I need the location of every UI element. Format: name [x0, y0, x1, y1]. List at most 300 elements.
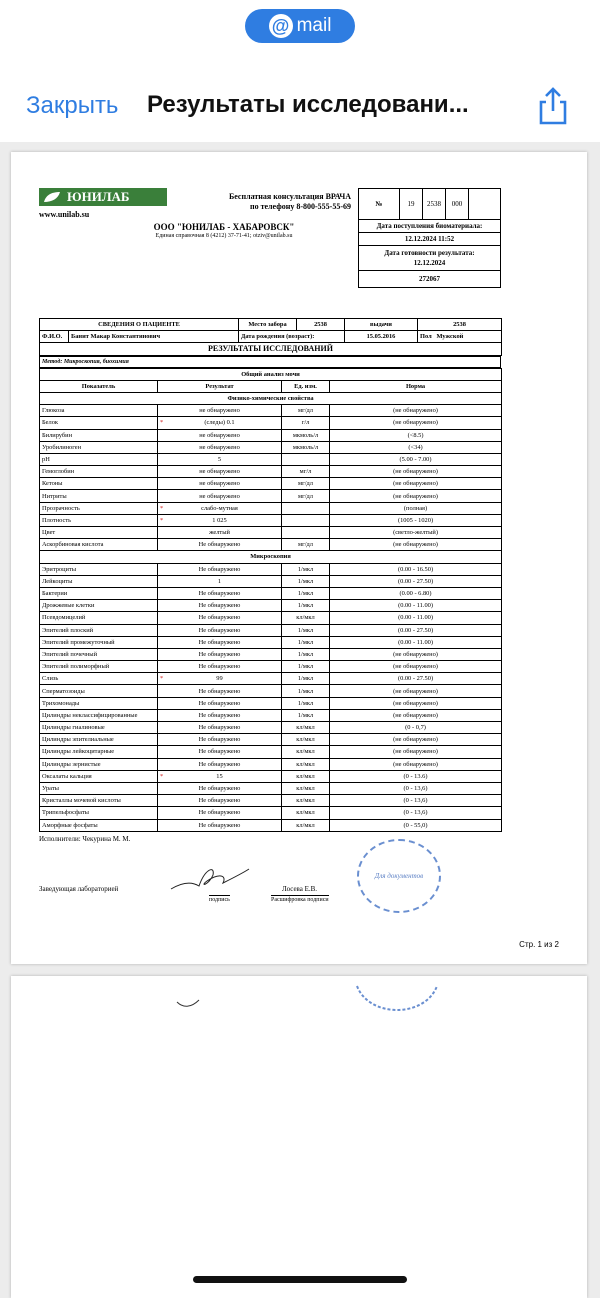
stamp-fragment	[355, 984, 439, 1018]
norm-value	[330, 490, 502, 502]
indicator-name	[40, 709, 158, 721]
result-value	[158, 661, 282, 673]
result-value	[158, 490, 282, 502]
indicator-name	[40, 782, 158, 794]
result-row	[40, 502, 502, 514]
home-indicator[interactable]	[193, 1276, 407, 1283]
norm-value-text: (0.00 - 11.00)	[398, 614, 433, 622]
unit-value-text: кл/мкл	[296, 760, 315, 768]
norm-value-text: (0.00 - 27.50)	[397, 577, 434, 585]
ready-value: 12.12.2024	[413, 259, 446, 267]
unit-value	[282, 722, 330, 734]
result-row	[40, 734, 502, 746]
unit-value	[282, 819, 330, 831]
unit-value-text: кл/мкл	[296, 748, 315, 756]
result-value-text: Не обнаружено	[198, 724, 241, 732]
unit-value-text: кл/мкл	[296, 821, 315, 829]
indicator-name-text: Глюкоза	[42, 407, 65, 415]
issue-value: 2538	[418, 319, 502, 331]
patient-header: СВЕДЕНИЯ О ПАЦИЕНТЕ	[40, 319, 239, 331]
result-value	[158, 746, 282, 758]
received-label: Дата поступления биоматериала:	[358, 219, 501, 233]
result-row	[40, 758, 502, 770]
result-value	[158, 612, 282, 624]
result-value	[158, 466, 282, 478]
indicator-name-text: Трипельфосфаты	[42, 809, 89, 817]
stamp-text: Для документов	[374, 871, 424, 880]
indicator-name	[40, 563, 158, 575]
lab-report	[39, 188, 501, 943]
result-row	[40, 417, 502, 429]
dob-label: Дата рождения (возраст):	[239, 331, 345, 343]
col-indicator: Показатель	[40, 380, 158, 392]
norm-value	[330, 429, 502, 441]
unit-value-text: 1/мкл	[297, 650, 314, 658]
result-value-text: не обнаружено	[199, 443, 240, 451]
result-value	[158, 782, 282, 794]
indicator-name-text: Прозрачность	[42, 504, 80, 512]
result-value	[158, 478, 282, 490]
result-row	[40, 478, 502, 490]
indicator-name	[40, 758, 158, 770]
result-value-text: Не обнаружено	[198, 638, 241, 646]
result-row	[40, 782, 502, 794]
indicator-name-text: Билирубин	[42, 431, 73, 439]
unit-value-text: 1/мкл	[297, 602, 314, 610]
indicator-name	[40, 673, 158, 685]
indicator-name	[40, 502, 158, 514]
share-icon[interactable]	[536, 86, 570, 126]
unit-value	[282, 758, 330, 770]
result-value	[158, 429, 282, 441]
result-value-text: желтый	[209, 529, 230, 537]
result-row	[40, 600, 502, 612]
result-value-text: Не обнаружено	[198, 626, 241, 634]
performers: Исполнители: Чекурина М. М.	[39, 834, 131, 843]
result-value-text: Не обнаружено	[198, 614, 241, 622]
unit-value-text: кл/мкл	[296, 785, 315, 793]
result-value-text: Не обнаружено	[198, 602, 241, 610]
unit-value	[282, 661, 330, 673]
unit-value	[282, 795, 330, 807]
norm-value-text: (не обнаружено)	[393, 492, 438, 500]
indicator-name	[40, 478, 158, 490]
indicator-name	[40, 795, 158, 807]
indicator-name-text: Эпителий полиморфный	[42, 663, 110, 671]
norm-value-text: (не обнаружено)	[393, 699, 438, 707]
norm-value-text: (не обнаружено)	[393, 650, 438, 658]
consult-line-1: Бесплатная консультация ВРАЧА	[228, 192, 351, 201]
norm-value-text: (полная)	[403, 504, 428, 512]
norm-value	[330, 478, 502, 490]
ready-block	[358, 246, 501, 271]
unit-value-text: кл/мкл	[296, 724, 315, 732]
indicator-name-text: Аморфные фосфаты	[42, 821, 98, 829]
result-value	[158, 624, 282, 636]
indicator-name-text: Лейкоциты	[42, 577, 73, 585]
result-value-text: не обнаружено	[199, 407, 240, 415]
consult-info	[201, 192, 351, 212]
norm-value	[330, 575, 502, 587]
result-value-text: не обнаружено	[199, 468, 240, 476]
norm-value	[330, 624, 502, 636]
indicator-name-text: Эпителий промежуточный	[42, 638, 115, 646]
indicator-name	[40, 746, 158, 758]
unit-value	[282, 673, 330, 685]
col-unit: Ед. изм.	[282, 380, 330, 392]
unit-value	[282, 770, 330, 782]
unit-value-text: мг/дл	[298, 480, 313, 488]
unit-value-text: г/л	[301, 419, 310, 427]
indicator-name-text: Цилиндры лейкоцитарные	[42, 748, 115, 756]
num-part-3: 000	[445, 189, 468, 219]
result-row	[40, 514, 502, 526]
result-row	[40, 722, 502, 734]
indicator-name	[40, 734, 158, 746]
result-value	[158, 697, 282, 709]
page-number: Стр. 1 из 2	[519, 940, 559, 949]
result-row	[40, 405, 502, 417]
unit-value-text: 1/мкл	[297, 577, 314, 585]
indicator-name	[40, 697, 158, 709]
indicator-name-text: Бактерии	[42, 590, 68, 598]
result-value-text: Не обнаружено	[198, 590, 241, 598]
result-value-text: слабо-мутная	[201, 504, 238, 512]
result-value-text: Не обнаружено	[198, 699, 241, 707]
result-value	[158, 819, 282, 831]
col-norm: Норма	[330, 380, 502, 392]
indicator-name-text: Дрожжевые клетки	[42, 602, 95, 610]
norm-value	[330, 527, 502, 539]
result-value-text: Не обнаружено	[198, 565, 241, 573]
norm-value-text: (не обнаружено)	[393, 736, 438, 744]
indicator-name	[40, 770, 158, 782]
indicator-name-text: Оксалаты кальция	[42, 772, 92, 780]
signature-caption: подпись	[209, 896, 230, 903]
unit-value	[282, 807, 330, 819]
ready-label: Дата готовности результата:	[384, 249, 475, 257]
result-value	[158, 575, 282, 587]
result-value	[158, 587, 282, 599]
indicator-name-text: Уробилиноген	[42, 443, 82, 451]
result-row	[40, 490, 502, 502]
unit-value	[282, 539, 330, 551]
result-value	[158, 527, 282, 539]
result-row	[40, 453, 502, 465]
indicator-name	[40, 405, 158, 417]
received-value: 12.12.2024 11:52	[358, 233, 501, 246]
norm-value-text: (1005 - 1020)	[397, 516, 434, 524]
unit-value-text: мг/дл	[298, 541, 313, 549]
result-value-text: не обнаружено	[199, 480, 240, 488]
result-value-text: Не обнаружено	[198, 663, 241, 671]
norm-value	[330, 563, 502, 575]
result-value	[158, 673, 282, 685]
unit-value-text: кл/мкл	[296, 797, 315, 805]
unit-value-text: мкмоль/л	[292, 431, 319, 439]
indicator-name	[40, 453, 158, 465]
indicator-name-text: Цилиндры гиалиновые	[42, 724, 105, 732]
norm-value-text: (0.00 - 11.00)	[398, 638, 433, 646]
result-row	[40, 673, 502, 685]
norm-value-text: (не обнаружено)	[393, 760, 438, 768]
indicator-name-text: Ураты	[42, 785, 59, 793]
abnormal-flag: *	[160, 419, 164, 427]
result-row	[40, 709, 502, 721]
consult-line-2: по телефону 8-800-555-55-69	[249, 202, 351, 211]
pdf-page-2	[11, 976, 587, 1298]
result-value-text: 1	[217, 577, 222, 585]
norm-value-text: (0.00 - 27.50)	[397, 675, 434, 683]
indicator-name	[40, 539, 158, 551]
unit-value	[282, 527, 330, 539]
norm-value	[330, 441, 502, 453]
leaf-icon	[43, 191, 61, 203]
result-row	[40, 795, 502, 807]
unit-value	[282, 405, 330, 417]
company-name: ООО "ЮНИЛАБ - ХАБАРОВСК"	[153, 222, 295, 232]
result-row	[40, 429, 502, 441]
unit-value	[282, 563, 330, 575]
norm-value	[330, 502, 502, 514]
unit-value-text: 1/мкл	[297, 711, 314, 719]
indicator-name-text: Сперматозоиды	[42, 687, 85, 695]
result-value-text: Не обнаружено	[198, 748, 241, 756]
signature-block	[39, 843, 501, 943]
indicator-name-text: Эритроциты	[42, 565, 77, 573]
unit-value	[282, 466, 330, 478]
order-box	[358, 188, 501, 288]
section-physchem: Физико-химические свойства	[40, 392, 502, 404]
norm-value	[330, 661, 502, 673]
indicator-name	[40, 417, 158, 429]
indicator-name	[40, 624, 158, 636]
result-value-text: Не обнаружено	[198, 687, 241, 695]
indicator-name	[40, 722, 158, 734]
helpline: Единая справочная 8 (4212) 37-71-41; otziv@unilab.su	[155, 233, 293, 239]
analysis-title: Общий анализ мочи	[40, 368, 502, 380]
norm-value-text: (светло-желтый)	[393, 529, 438, 537]
result-row	[40, 661, 502, 673]
norm-value-text: (0 - 13.6)	[403, 772, 428, 780]
indicator-name-text: Трихомонады	[42, 699, 80, 707]
result-value-text: Не обнаружено	[198, 650, 241, 658]
norm-value-text: (0.00 - 11.00)	[398, 602, 433, 610]
issue-label: выдачи	[345, 319, 418, 331]
result-value	[158, 502, 282, 514]
unit-value-text: 1/мкл	[297, 687, 314, 695]
stamp	[357, 839, 441, 913]
document-title: Результаты исследовани...	[147, 91, 469, 118]
result-row	[40, 563, 502, 575]
result-row	[40, 624, 502, 636]
norm-value	[330, 453, 502, 465]
norm-value	[330, 612, 502, 624]
unit-value-text: мкмоль/л	[292, 443, 319, 451]
result-value-text: Не обнаружено	[198, 736, 241, 744]
signature-image	[169, 861, 251, 895]
unit-value	[282, 478, 330, 490]
unit-value-text: 1/мкл	[297, 638, 314, 646]
norm-value	[330, 782, 502, 794]
indicator-name-text: Эпителий плоский	[42, 626, 94, 634]
result-value	[158, 648, 282, 660]
norm-value	[330, 709, 502, 721]
indicator-name	[40, 429, 158, 441]
result-row	[40, 819, 502, 831]
pdf-viewer[interactable]	[0, 142, 600, 1298]
order-number-row	[358, 188, 501, 219]
indicator-name-text: Цилиндры зернистые	[42, 760, 101, 768]
result-value-text: Не обнаружено	[198, 711, 241, 719]
norm-value-text: (0 - 13,6)	[403, 809, 428, 817]
result-row	[40, 697, 502, 709]
indicator-name	[40, 685, 158, 697]
abnormal-flag: *	[160, 675, 164, 683]
unit-value-text: кл/мкл	[296, 736, 315, 744]
indicator-name-text: Эпителий почечный	[42, 650, 98, 658]
indicator-name-text: pH	[42, 455, 50, 463]
norm-value-text: (0 - 13,6)	[403, 785, 428, 793]
result-value	[158, 417, 282, 429]
indicator-name-text: Гемоглобин	[42, 468, 75, 476]
norm-value	[330, 417, 502, 429]
result-row	[40, 466, 502, 478]
unit-value-text: 1/мкл	[297, 565, 314, 573]
result-value	[158, 709, 282, 721]
result-value	[158, 722, 282, 734]
unit-value-text: мг/л	[299, 468, 312, 476]
norm-value-text: (5.00 - 7.00)	[399, 455, 432, 463]
result-row	[40, 587, 502, 599]
abnormal-flag: *	[160, 504, 164, 512]
place-value: 2538	[297, 319, 345, 331]
norm-value-text: (<34)	[408, 443, 423, 451]
norm-value	[330, 673, 502, 685]
indicator-name	[40, 636, 158, 648]
norm-value	[330, 722, 502, 734]
indicator-name	[40, 514, 158, 526]
indicator-name	[40, 575, 158, 587]
unit-value-text: 1/мкл	[297, 590, 314, 598]
result-value	[158, 453, 282, 465]
norm-value	[330, 795, 502, 807]
indicator-name	[40, 648, 158, 660]
at-icon: @	[269, 14, 293, 38]
unit-value-text: кл/мкл	[296, 614, 315, 622]
unit-value-text: мг/дл	[298, 407, 313, 415]
unit-value-text: 1/мкл	[297, 663, 314, 671]
indicator-name	[40, 612, 158, 624]
norm-value-text: (0 - 55,0)	[403, 821, 428, 829]
result-value-text: Не обнаружено	[198, 541, 241, 549]
unit-value	[282, 417, 330, 429]
norm-value	[330, 819, 502, 831]
unit-value	[282, 587, 330, 599]
norm-value-text: (не обнаружено)	[393, 407, 438, 415]
result-row	[40, 636, 502, 648]
abnormal-flag: *	[160, 516, 164, 524]
unit-value-text: мг/дл	[298, 492, 313, 500]
result-row	[40, 612, 502, 624]
norm-value	[330, 697, 502, 709]
norm-value	[330, 405, 502, 417]
result-value	[158, 685, 282, 697]
norm-value	[330, 758, 502, 770]
unit-value-text: кл/мкл	[296, 809, 315, 817]
signature-fragment	[175, 998, 201, 1010]
unit-value-text: 1/мкл	[297, 675, 314, 683]
result-row	[40, 527, 502, 539]
mail-app-pill[interactable]	[245, 9, 355, 43]
unit-value	[282, 600, 330, 612]
norm-value	[330, 770, 502, 782]
norm-value-text: (0 - 13,6)	[403, 797, 428, 805]
patient-table	[39, 318, 502, 356]
result-row	[40, 807, 502, 819]
result-value	[158, 758, 282, 770]
result-row	[40, 685, 502, 697]
result-value-text: 99	[216, 675, 223, 683]
indicator-name-text: Кетоны	[42, 480, 63, 488]
norm-value	[330, 600, 502, 612]
num-part-1: 19	[399, 189, 422, 219]
pdf-page-1	[11, 152, 587, 964]
head-label: Заведующая лабораторией	[39, 884, 119, 893]
unit-value-text: кл/мкл	[296, 772, 315, 780]
norm-value	[330, 636, 502, 648]
unit-value	[282, 514, 330, 526]
fio-value: Банит Макар Константинович	[69, 331, 239, 343]
result-row	[40, 770, 502, 782]
col-result: Результат	[158, 380, 282, 392]
abnormal-flag: *	[160, 772, 164, 780]
unit-value	[282, 734, 330, 746]
unit-value-text: 1/мкл	[297, 699, 314, 707]
norm-value	[330, 587, 502, 599]
indicator-name	[40, 527, 158, 539]
decoder-name: Лосева Е.В.	[282, 884, 318, 893]
result-value	[158, 563, 282, 575]
unit-value	[282, 782, 330, 794]
norm-value	[330, 746, 502, 758]
report-header	[39, 188, 501, 318]
result-row	[40, 575, 502, 587]
norm-value	[330, 685, 502, 697]
unit-value	[282, 502, 330, 514]
unit-value	[282, 697, 330, 709]
indicator-name-text: Кристаллы мочевой кислоты	[42, 797, 121, 805]
norm-value	[330, 648, 502, 660]
result-value-text: Не обнаружено	[198, 809, 241, 817]
result-value-text: Не обнаружено	[198, 760, 241, 768]
unit-value	[282, 648, 330, 660]
close-button[interactable]: Закрыть	[26, 92, 119, 119]
logo-text: ЮНИЛАБ	[67, 189, 130, 204]
indicator-name-text: Цвет	[42, 529, 56, 537]
result-value-text: 1 025	[212, 516, 227, 524]
num-part-2: 2538	[422, 189, 445, 219]
indicator-name	[40, 490, 158, 502]
result-value	[158, 514, 282, 526]
place-label: Место забора	[239, 319, 297, 331]
unit-value	[282, 490, 330, 502]
result-value	[158, 795, 282, 807]
sex-label: Пол	[420, 333, 432, 341]
norm-value	[330, 514, 502, 526]
result-value	[158, 539, 282, 551]
result-value-text: 15	[216, 772, 223, 780]
